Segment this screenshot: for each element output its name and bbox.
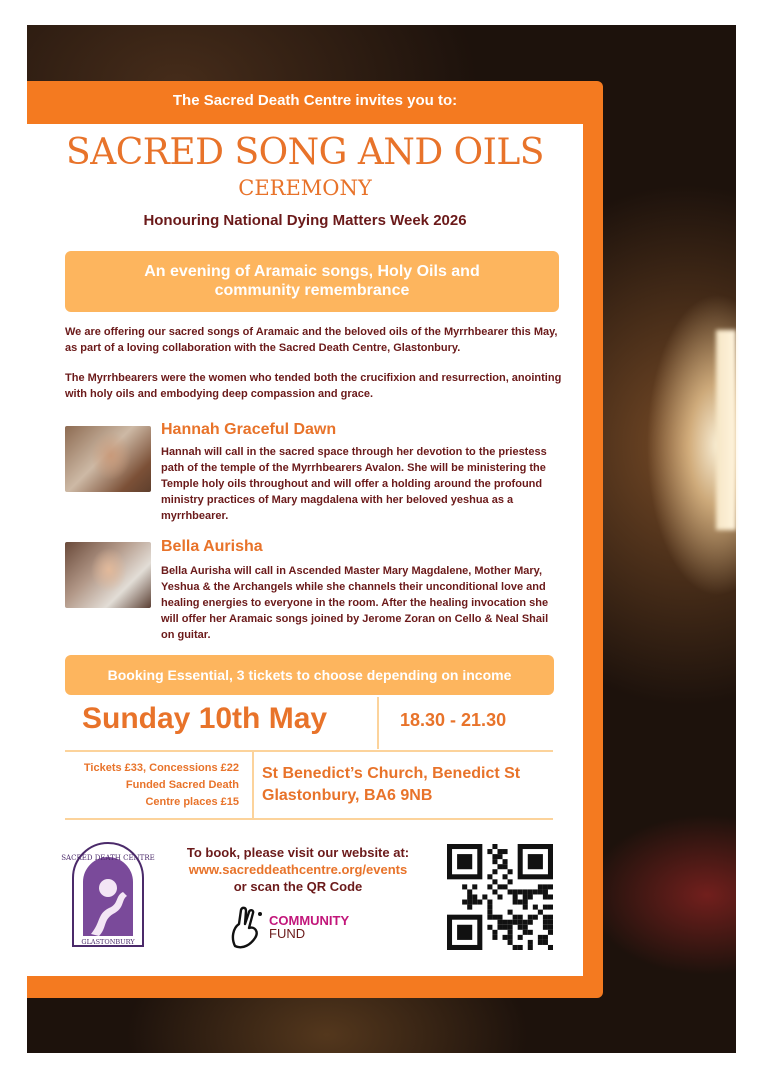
performer-bio-hannah: Hannah will call in the sacred space through her devotion to the priestess path of the temple of the Myrrhbearers Avalon. She will be ministering the Temple holy oils throughout and will offer a holding around the profound ministry practices of Mary magdalena with her beloved yeshua as a myrrhbearer. xyxy=(161,446,547,522)
venue xyxy=(262,763,520,807)
booking-url[interactable]: www.sacreddeathcentre.org/events xyxy=(188,862,408,877)
hannah-photo xyxy=(65,426,151,492)
fund-line-2: FUND xyxy=(269,926,306,941)
event-date: Sunday 10th May xyxy=(82,702,328,735)
divider xyxy=(65,818,553,820)
bella-photo xyxy=(65,542,151,608)
poster-card xyxy=(27,124,583,976)
candle xyxy=(716,330,736,530)
booking-banner: Booking Essential, 3 tickets to choose depending on income xyxy=(65,655,554,695)
highlight-line-2: community remembrance xyxy=(214,282,410,299)
sacred-death-centre-logo xyxy=(61,836,155,951)
community-fund-logo xyxy=(227,906,377,956)
ticket-line-3: Centre places £15 xyxy=(145,796,239,808)
intro-paragraph-2: The Myrrhbearers were the women who tended both the crucifixion and resurrection, anointing with holy oils and embodying deep compassion and grace. xyxy=(65,372,562,400)
book-line-1: To book, please visit our website at: xyxy=(186,845,410,860)
ticket-line-2: Funded Sacred Death xyxy=(125,779,239,791)
ticket-prices xyxy=(65,760,239,811)
highlight-box xyxy=(65,251,559,312)
invite-line: The Sacred Death Centre invites you to: xyxy=(172,92,458,109)
event-tagline: Honouring National Dying Matters Week 2026 xyxy=(143,212,467,229)
event-title: SACRED SONG AND OILS xyxy=(66,132,544,173)
ticket-line-1: Tickets £33, Concessions £22 xyxy=(83,762,239,774)
divider xyxy=(65,750,553,752)
highlight-line-1: An evening of Aramaic songs, Holy Oils and xyxy=(144,263,480,280)
booking-info xyxy=(167,844,429,895)
intro-paragraph-1: We are offering our sacred songs of Aramaic and the beloved oils of the Myrrhbearer this May, as part of a loving collaboration with the Sacred Death Centre, Glastonbury. xyxy=(65,326,558,354)
divider xyxy=(377,697,379,749)
fund-line-1: COMMUNITY xyxy=(269,913,350,928)
event-subtitle: CEREMONY xyxy=(238,176,372,200)
crossed-fingers-icon xyxy=(227,906,267,950)
qr-code[interactable] xyxy=(447,844,553,950)
performer-name-bella: Bella Aurisha xyxy=(161,538,263,555)
venue-line-2: Glastonbury, BA6 9NB xyxy=(262,787,433,804)
divider xyxy=(252,751,254,819)
performer-bio-bella: Bella Aurisha will call in Ascended Master Mary Magdalene, Mother Mary, Yeshua & the Archangels while she channels their unconditional love and healing energies to everyone in the room. After the healing invocation she will offer her Aramaic songs joined by Jerome Zoran on Cello & Neal Shail on guitar. xyxy=(161,565,549,641)
venue-line-1: St Benedict’s Church, Benedict St xyxy=(262,765,521,782)
book-line-3: or scan the QR Code xyxy=(233,879,363,894)
fund-text xyxy=(269,914,349,940)
logo-top-text: SACRED DEATH CENTRE xyxy=(61,854,155,862)
logo-bottom-text: GLASTONBURY xyxy=(81,938,135,946)
performer-name-hannah: Hannah Graceful Dawn xyxy=(161,421,337,438)
event-time: 18.30 - 21.30 xyxy=(400,710,507,730)
